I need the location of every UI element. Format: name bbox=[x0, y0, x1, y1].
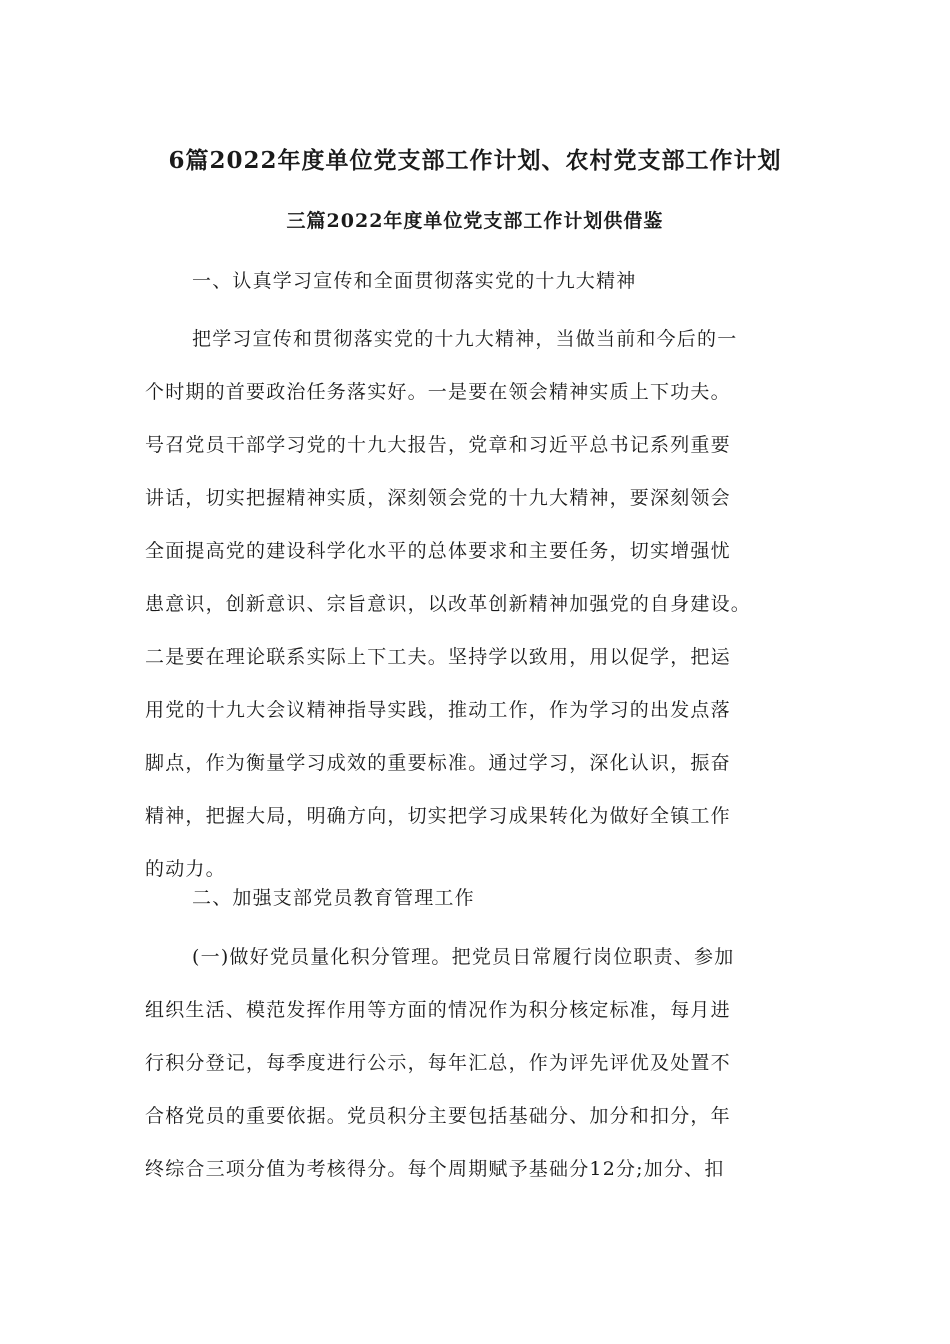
paragraph-line: 号召党员干部学习党的十九大报告，党章和习近平总书记系列重要 bbox=[145, 434, 731, 456]
document-title: 6篇2022年度单位党支部工作计划、农村党支部工作计划 bbox=[168, 147, 782, 174]
paragraph-line: 讲话，切实把握精神实质，深刻领会党的十九大精神，要深刻领会 bbox=[145, 487, 731, 509]
document-subtitle: 三篇2022年度单位党支部工作计划供借鉴 bbox=[286, 210, 664, 232]
paragraph-line: 用党的十九大会议精神指导实践，推动工作，作为学习的出发点落 bbox=[145, 699, 731, 721]
paragraph-line: 把学习宣传和贯彻落实党的十九大精神，当做当前和今后的一 bbox=[192, 328, 738, 350]
paragraph-line: 全面提高党的建设科学化水平的总体要求和主要任务，切实增强忧 bbox=[145, 540, 731, 562]
paragraph-line: 精神，把握大局，明确方向，切实把学习成果转化为做好全镇工作 bbox=[145, 805, 731, 827]
paragraph-line: 终综合三项分值为考核得分。每个周期赋予基础分12分;加分、扣 bbox=[145, 1158, 725, 1180]
paragraph-line: (一)做好党员量化积分管理。把党员日常履行岗位职责、参加 bbox=[192, 946, 735, 968]
paragraph-line: 组织生活、模范发挥作用等方面的情况作为积分核定标准，每月进 bbox=[145, 999, 731, 1021]
section-2-heading: 二、加强支部党员教育管理工作 bbox=[192, 887, 475, 909]
paragraph-line: 脚点，作为衡量学习成效的重要标准。通过学习，深化认识，振奋 bbox=[145, 752, 731, 774]
paragraph-line: 合格党员的重要依据。党员积分主要包括基础分、加分和扣分，年 bbox=[145, 1105, 731, 1127]
section-1-heading: 一、认真学习宣传和全面贯彻落实党的十九大精神 bbox=[192, 270, 637, 292]
paragraph-line: 患意识，创新意识、宗旨意识，以改革创新精神加强党的自身建设。 bbox=[145, 593, 752, 615]
section-1-paragraph bbox=[145, 313, 805, 896]
paragraph-line: 的动力。 bbox=[145, 858, 226, 880]
section-2-paragraph bbox=[145, 931, 805, 1196]
paragraph-line: 二是要在理论联系实际上下工夫。坚持学以致用，用以促学，把运 bbox=[145, 646, 731, 668]
paragraph-line: 行积分登记，每季度进行公示，每年汇总，作为评先评优及处置不 bbox=[145, 1052, 731, 1074]
paragraph-line: 个时期的首要政治任务落实好。一是要在领会精神实质上下功夫。 bbox=[145, 381, 731, 403]
